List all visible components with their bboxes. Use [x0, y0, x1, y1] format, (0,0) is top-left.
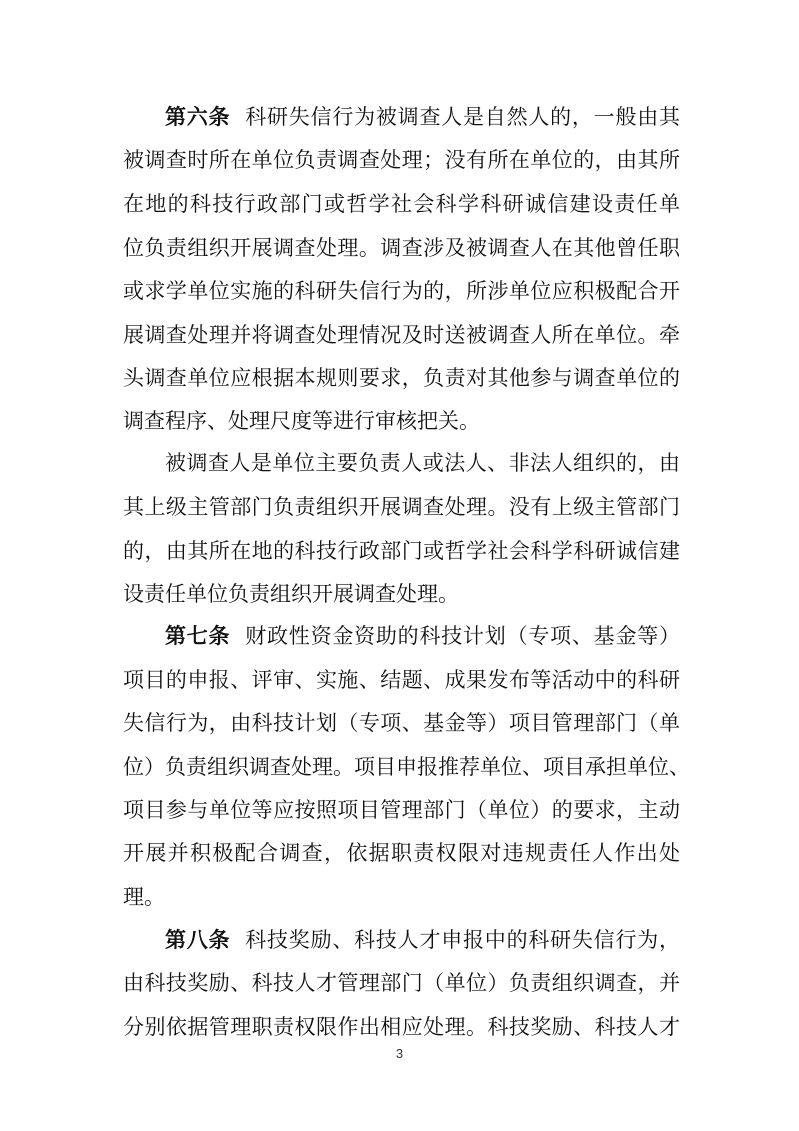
paragraph-2-line-3: 的，由其所在地的科技行政部门或哲学社会科学科研诚信建 [123, 539, 680, 563]
article-6-line-2: 被调查时所在单位负责调查处理；没有所在单位的，由其所 [123, 148, 680, 172]
article-8-line-3: 分别依据管理职责权限作出相应处理。科技奖励、科技人才 [123, 1015, 680, 1039]
article-6-line-4: 位负责组织开展调查处理。调查涉及被调查人在其他曾任职 [123, 236, 680, 260]
article-7-heading: 第七条 [165, 624, 231, 648]
article-6-line-8: 调查程序、处理尺度等进行审核把关。 [123, 409, 480, 433]
article-7-line-7: 理。 [123, 885, 165, 909]
article-7-line-3: 失信行为，由科技计划（专项、基金等）项目管理部门（单 [123, 711, 680, 735]
article-6-line-1: 第六条 科研失信行为被调查人是自然人的，一般由其 [165, 105, 681, 129]
article-7-line-1: 第七条 财政性资金资助的科技计划（专项、基金等） [165, 624, 681, 648]
article-7-line-5: 项目参与单位等应按照项目管理部门（单位）的要求，主动 [123, 798, 680, 822]
paragraph-2-line-1: 被调查人是单位主要负责人或法人、非法人组织的，由 [165, 451, 680, 475]
article-7-line-6: 开展并积极配合调查，依据职责权限对违规责任人作出处 [123, 841, 680, 865]
page-number: 3 [395, 1046, 404, 1061]
article-8-heading: 第八条 [165, 928, 231, 952]
article-6-line-7: 头调查单位应根据本规则要求，负责对其他参与调查单位的 [123, 366, 680, 390]
article-8-line-1: 第八条 科技奖励、科技人才申报中的科研失信行为， [165, 928, 681, 952]
article-8-line-2: 由科技奖励、科技人才管理部门（单位）负责组织调查，并 [123, 971, 680, 995]
article-7-line-2: 项目的申报、评审、实施、结题、成果发布等活动中的科研 [123, 668, 680, 692]
article-6-heading: 第六条 [165, 105, 231, 129]
article-6-line-5: 或求学单位实施的科研失信行为的，所涉单位应积极配合开 [123, 279, 680, 303]
article-6-line-6: 展调查处理并将调查处理情况及时送被调查人所在单位。牵 [123, 323, 680, 347]
article-7-line-4: 位）负责组织调查处理。项目申报推荐单位、项目承担单位、 [123, 755, 690, 779]
article-6-line-3: 在地的科技行政部门或哲学社会科学科研诚信建设责任单 [123, 192, 680, 216]
paragraph-2-line-4: 设责任单位负责组织开展调查处理。 [123, 582, 459, 606]
paragraph-2-line-2: 其上级主管部门负责组织开展调查处理。没有上级主管部门 [123, 495, 680, 519]
